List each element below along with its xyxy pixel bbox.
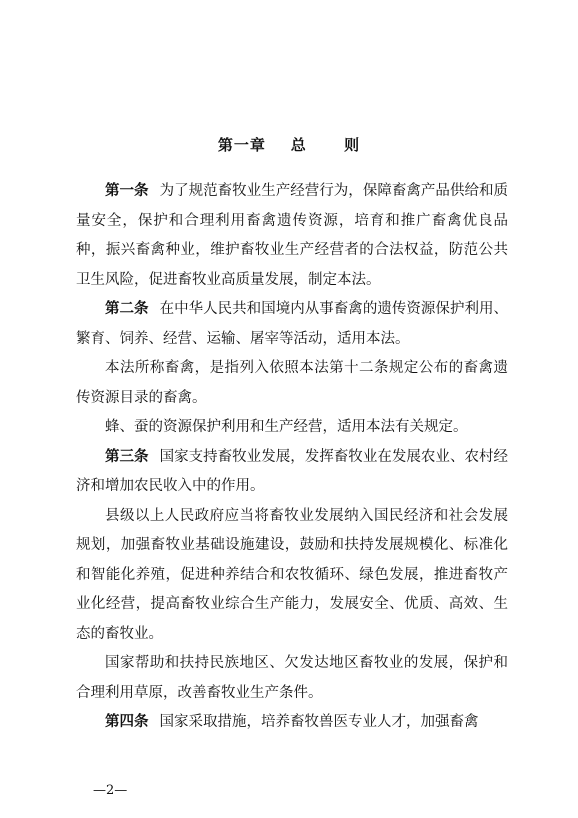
page-number: —2— [93,783,128,798]
article-2-paragraph [76,295,508,354]
paragraph-text: 县级以上人民政府应当将畜牧业发展纳入国民经济和社会发展规划，加强畜牧业基础设施建设，鼓励和扶持发展规模化、标准化和智能化养殖，促进种养结合和农牧循环、绿色发展，推进畜牧产业化经营，提高畜牧业综合生产能力，发展安全、优质、高效、生态的畜牧业。 [76,507,508,642]
article-3-paragraph-3 [76,649,508,708]
chapter-title: 第一章 总 则 [217,136,361,154]
article-2-paragraph-2 [76,354,508,413]
paragraph-text: 蜂、蚕的资源保护利用和生产经营，适用本法有关规定。 [105,419,468,435]
article-2-paragraph-3 [76,413,508,443]
article-2-label: 第二条 [105,301,149,317]
article-1-paragraph [76,177,508,295]
article-4-paragraph [76,708,508,738]
article-4-label: 第四条 [105,714,149,730]
article-4-text: 国家采取措施，培养畜牧兽医专业人才，加强畜禽 [159,714,479,730]
article-1-label: 第一条 [105,183,149,199]
paragraph-text: 本法所称畜禽，是指列入依照本法第十二条规定公布的畜禽遗传资源目录的畜禽。 [76,360,508,406]
body-text [76,177,508,738]
article-3-paragraph-2 [76,502,508,650]
article-3-paragraph [76,443,508,502]
paragraph-text: 国家帮助和扶持民族地区、欠发达地区畜牧业的发展，保护和合理利用草原，改善畜牧业生产条件。 [76,655,508,701]
article-1-text: 为了规范畜牧业生产经营行为，保障畜禽产品供给和质量安全，保护和合理利用畜禽遗传资源，培育和推广畜禽优良品种，振兴畜禽种业，维护畜牧业生产经营者的合法权益，防范公共卫生风险，促进畜牧业高质量发展，制定本法。 [76,183,509,288]
article-3-text: 国家支持畜牧业发展，发挥畜牧业在发展农业、农村经济和增加农民收入中的作用。 [76,448,509,494]
article-2-text: 在中华人民共和国境内从事畜禽的遗传资源保护利用、繁育、饲养、经营、运输、屠宰等活动，适用本法。 [76,301,509,347]
article-3-label: 第三条 [105,448,149,465]
